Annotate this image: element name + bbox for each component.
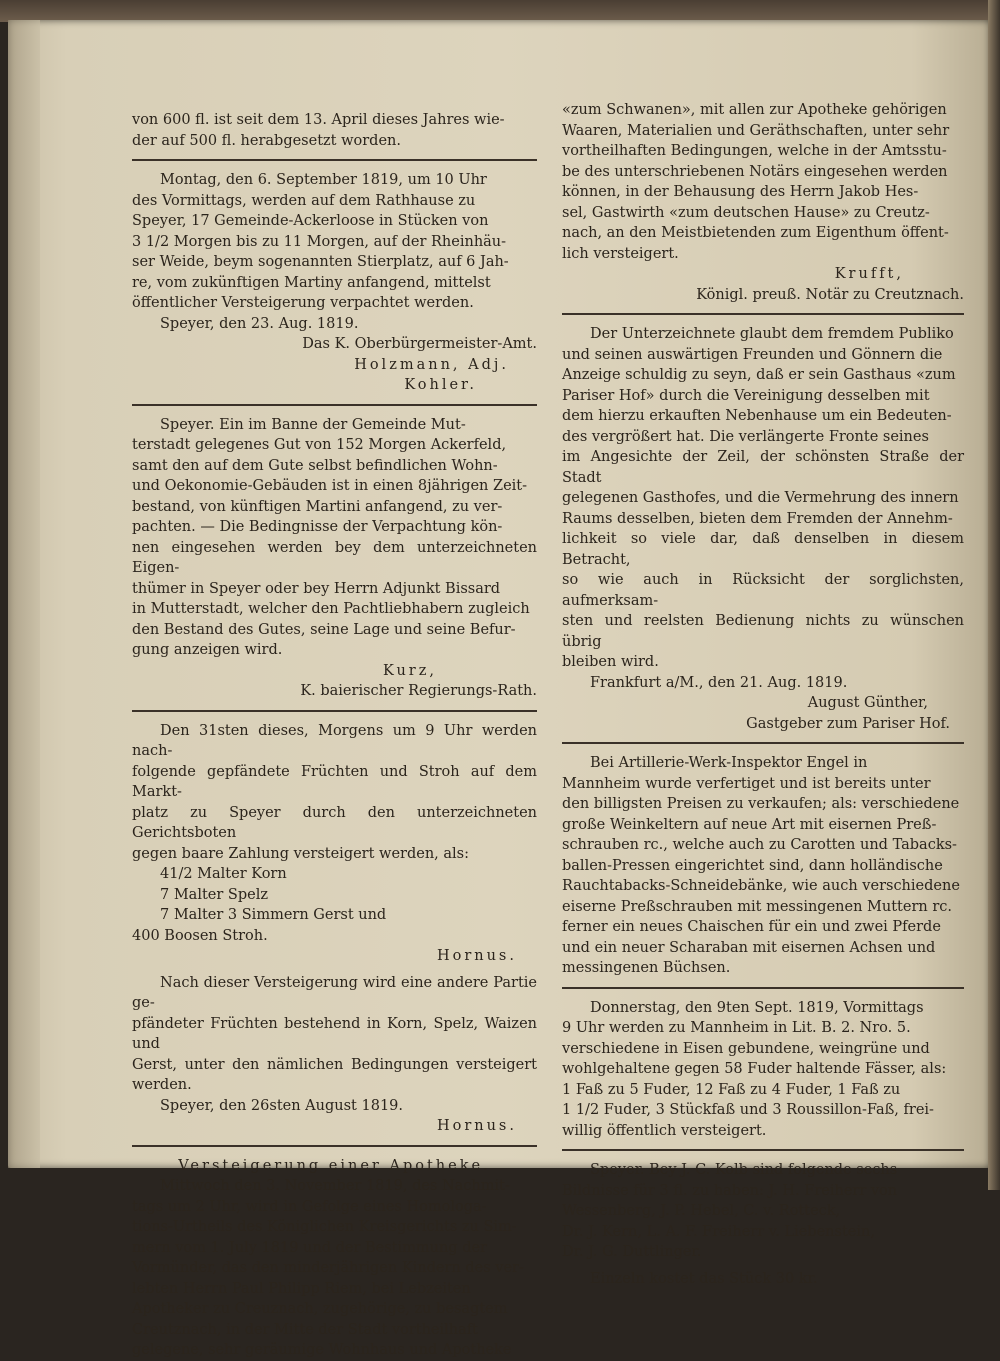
text-line: so wie auch in Rücksicht der sorglichsten, aufmerksam- — [562, 572, 964, 609]
notice-artillerie-werk — [562, 753, 964, 979]
text-line: Speyer. Bey J. C. Kolb sind folgende sechs — [590, 1162, 898, 1178]
text-line: sten und reelsten Bedienung nichts zu wünschen übrig — [562, 613, 964, 650]
notice-title: Versteigerung einer Apotheke. — [178, 1157, 491, 1174]
text-line: wohlgehaltene gegen 58 Fuder haltende Fässer, als: — [562, 1061, 947, 1077]
text-line: Den 31sten dieses, Morgens um 9 Uhr werden nach- — [132, 722, 537, 759]
signature: Königl. preuß. Notär zu Creutznach. — [696, 286, 964, 303]
text-line: und seinen auswärtigen Freunden und Gönnern die — [562, 346, 943, 363]
text-line: Bei Artillerie-Werk-Inspektor Engel in — [590, 755, 868, 771]
signature: Krufft, — [834, 266, 904, 282]
signature: K. baierischer Regierungs-Rath. — [300, 683, 537, 699]
text-line: lebten Herrn Paul Philipp Riem, bei Lebzeiten — [132, 1280, 471, 1297]
text-line: Bildnisse für 3 fl. zu haben: J. H. Freiherr von — [562, 1182, 898, 1199]
dateline: Frankfurt a/M., den 21. Aug. 1819. — [590, 674, 848, 691]
text-line: öffentlicher Versteigerung verpachtet werden. — [132, 295, 474, 311]
text-line: Speyer, 17 Gemeinde-Ackerloose in Stücken von — [132, 213, 489, 229]
text-line: den Bestand des Gutes, seine Lage und seine Befur- — [132, 621, 516, 638]
text-line: bleiben wird. — [562, 654, 659, 670]
text-line: 1 Faß zu 5 Fuder, 12 Faß zu 4 Fuder, 1 Faß zu — [562, 1081, 901, 1098]
notice-fruechte-versteigerung — [132, 721, 537, 1137]
text-line: thümer in Speyer oder bey Herrn Adjunkt Bissard — [132, 580, 501, 597]
signature: Holzmann, Adj. — [354, 356, 509, 373]
text-line: lichkeit so viele dar, daß denselben in diesem Betracht, — [562, 531, 964, 568]
text-line: gelegene, sehr geräumige Wohnhaus und Apotheke — [132, 1342, 512, 1358]
text-line: gegen baare Zahlung versteigert werden, als: — [132, 845, 470, 862]
text-line: terstadt gelegenes Gut von 152 Morgen Ackerfeld, — [132, 437, 507, 453]
page-binding-shadow — [8, 20, 40, 1168]
notice-continuation — [132, 110, 537, 151]
text-line: Waaren, Materialien und Geräthschaften, unter sehr — [562, 122, 950, 139]
text-line: Dr. J. G. Duttlinger. — [562, 1244, 702, 1260]
text-line: messingenen Büchsen. — [562, 960, 731, 976]
text-line: von 600 fl. ist seit dem 13. April dieses Jahres wie- — [132, 112, 505, 128]
text-line: sel, Gastwirth «zum deutschen Hause» zu Creutz- — [562, 204, 930, 221]
text-line: Mannheim wurde verfertiget und ist bereits unter — [562, 775, 931, 792]
text-line: des Vormittags, werden auf dem Rathhause zu — [132, 192, 476, 209]
text-line: verschiedene in Eisen gebundene, weingrüne und — [562, 1040, 930, 1057]
text-line: in Mutterstadt, welcher den Pachtliebhabern zugleich — [132, 601, 530, 617]
text-line: tags um 2 Uhr, wird in Gefolge eines Homologa- — [132, 1198, 487, 1215]
text-line: «zum Schwanen», mit allen zur Apotheke gehörigen — [562, 102, 947, 118]
left-column — [132, 110, 537, 1361]
text-line: Montag, den 6. September 1819, um 10 Uhr — [160, 172, 487, 188]
text-line: willig öffentlich versteigert. — [562, 1122, 767, 1139]
text-line: re, vom zukünftigen Martiny anfangend, mittelst — [132, 274, 491, 291]
right-column — [562, 100, 964, 1289]
divider — [132, 1145, 537, 1147]
text-line: tions-Urtheils des Königlichen Kreisgerichts zu Sim- — [132, 1219, 517, 1235]
list-item: 41/2 Malter Korn — [160, 866, 287, 882]
signature: Gastgeber zum Pariser Hof. — [746, 715, 950, 732]
text-line: gung anzeigen wird. — [132, 642, 283, 658]
signature: Kurz, — [382, 662, 437, 679]
divider — [132, 404, 537, 406]
text-line: 3 1/2 Morgen bis zu 11 Morgen, auf der Rheinhäu- — [132, 233, 507, 250]
book-right-edge — [988, 0, 1000, 1190]
text-line: nen eingesehen werden bey dem unterzeichneten Eigen- — [132, 539, 537, 576]
text-line: 9 Uhr werden zu Mannheim in Lit. B. 2. Nro. 5. — [562, 1020, 911, 1036]
notice-apotheke — [132, 1156, 537, 1361]
signature: Das K. Oberbürgermeister-Amt. — [302, 336, 537, 352]
signature: August Günther, — [807, 695, 928, 711]
item-list — [132, 864, 537, 946]
text-line: gelegenen Gasthofes, und die Vermehrung des innern — [562, 490, 959, 506]
divider — [132, 159, 537, 161]
text-line: schrauben rc., welche auch zu Carotten und Tabacks- — [562, 837, 957, 853]
text-line: ferner ein neues Chaischen für ein und zwei Pferde — [562, 919, 941, 935]
text-line: und Oekonomie-Gebäuden ist in einen 8jährigen Zeit- — [132, 478, 528, 494]
text-line: pachten. — Die Bedingnisse der Verpachtung kön- — [132, 519, 503, 535]
dateline: Speyer, den 26sten August 1819. — [160, 1097, 404, 1114]
signature: Kohler. — [404, 377, 477, 393]
text-line: Apotheker zu Creuznach, zugehörige, zu besagtem — [132, 1301, 508, 1317]
text-line: samt den auf dem Gute selbst befindlichen Wohn- — [132, 457, 498, 474]
notice-bildnisse — [562, 1160, 964, 1289]
text-line: Wessenberg, J. P. Hebel, C. v. Rotteck, — [562, 1203, 841, 1219]
divider — [562, 742, 964, 744]
divider — [132, 710, 537, 712]
text-line: der auf 500 fl. herabgesetzt worden. — [132, 132, 401, 149]
list-item: 400 Boosen Stroh. — [132, 927, 268, 944]
notice-ackerloose — [132, 170, 537, 396]
text-line: vortheilhaften Bedingungen, welche in der Amtsstu- — [562, 143, 947, 159]
text-line: Dr. J. Kern, L. A. F. Freiherr v. Liebenstein, — [562, 1223, 875, 1240]
text-line: be des unterschriebenen Notärs eingesehen werden — [562, 163, 948, 180]
text-line: ser Weide, beym sogenannten Stierplatz, auf 6 Jah- — [132, 254, 509, 270]
signature: Hornus. — [436, 948, 517, 964]
text-line: nach, an den Meistbietenden zum Eigenthum öffent- — [562, 225, 949, 241]
text-line: mern vom 1. July 1819 und der Bestimmung der — [132, 1239, 488, 1256]
list-item: 7 Malter Spelz — [160, 886, 268, 903]
text-line: große Weinkeltern auf neue Art mit eisernen Preß- — [562, 816, 937, 833]
divider — [562, 987, 964, 989]
signature: Hornus. — [436, 1118, 517, 1134]
text-line: können, in der Behausung des Herrn Jakob Hes- — [562, 184, 919, 200]
dateline: Speyer, den 23. Aug. 1819. — [160, 315, 359, 332]
text-line: im Angesichte der Zeil, der schönsten Straße der Stadt — [562, 449, 964, 486]
text-line: Nach dieser Versteigerung wird eine andere Partie ge- — [132, 974, 537, 1011]
text-line: den billigsten Preisen zu verkaufen; als: verschiedene — [562, 796, 960, 812]
text-line: bestand, von künftigen Martini anfangend, zu ver- — [132, 498, 503, 515]
text-line: folgende gepfändete Früchten und Stroh auf dem Markt- — [132, 763, 537, 800]
divider — [562, 1149, 964, 1151]
text-line: lich versteigert. — [562, 245, 679, 262]
text-line: Raums desselben, bieten dem Fremden der Annehm- — [562, 510, 953, 527]
notice-pariser-hof — [562, 324, 964, 734]
list-item: 7 Malter 3 Simmern Gerst und — [160, 907, 387, 923]
text-line: Rauchtabacks-Schneidebänke, wie auch verschiedene — [562, 878, 960, 894]
text-line: Gerst, unter den nämlichen Bedingungen versteigert werden. — [132, 1056, 537, 1093]
notice-gut-verpachtung — [132, 415, 537, 702]
text-line: Mittwoch den 3. November 1819, des Nachmit- — [160, 1178, 510, 1194]
text-line: platz zu Speyer durch den unterzeichneten Gerichtsboten — [132, 804, 537, 841]
text-line: des vergrößert hat. Die verlängerte Fronte seines — [562, 428, 929, 445]
text-line: und ein neuer Scharaban mit eisernen Achsen und — [562, 939, 936, 956]
text-line: Creutznach, in der Mitte der Stadt vortheilhaft — [132, 1321, 478, 1338]
text-line: Vormünder, das den minderjährigen Kindern des ver- — [132, 1260, 524, 1276]
text-line: ballen-Pressen eingerichtet sind, dann holländische — [562, 857, 943, 874]
text-line: 1 1/2 Fuder, 3 Stückfaß und 3 Roussillon-Faß, frei- — [562, 1102, 934, 1118]
divider — [562, 313, 964, 315]
text-line: Speyer. Ein im Banne der Gemeinde Mut- — [160, 416, 466, 433]
text-line: Der Unterzeichnete glaubt dem fremdem Publiko — [590, 326, 954, 342]
notice-apotheke-continued — [562, 100, 964, 305]
text-line: dem hierzu erkauften Nebenhause um ein Bedeuten- — [562, 408, 952, 424]
text-line: Donnerstag, den 9ten Sept. 1819, Vormittags — [590, 999, 924, 1016]
price-line: Einzeln kostet das Stück 30 kr. — [590, 1270, 818, 1287]
text-line: pfändeter Früchten bestehend in Korn, Spelz, Waizen und — [132, 1015, 537, 1052]
text-line: Pariser Hof» durch die Vereinigung desselben mit — [562, 387, 930, 404]
text-line: eiserne Preßschrauben mit messingenen Muttern rc. — [562, 898, 952, 915]
notice-faesser-versteigerung — [562, 998, 964, 1142]
book-top-edge — [0, 0, 1000, 22]
text-line: Anzeige schuldig zu seyn, daß er sein Gasthaus «zum — [562, 367, 956, 383]
